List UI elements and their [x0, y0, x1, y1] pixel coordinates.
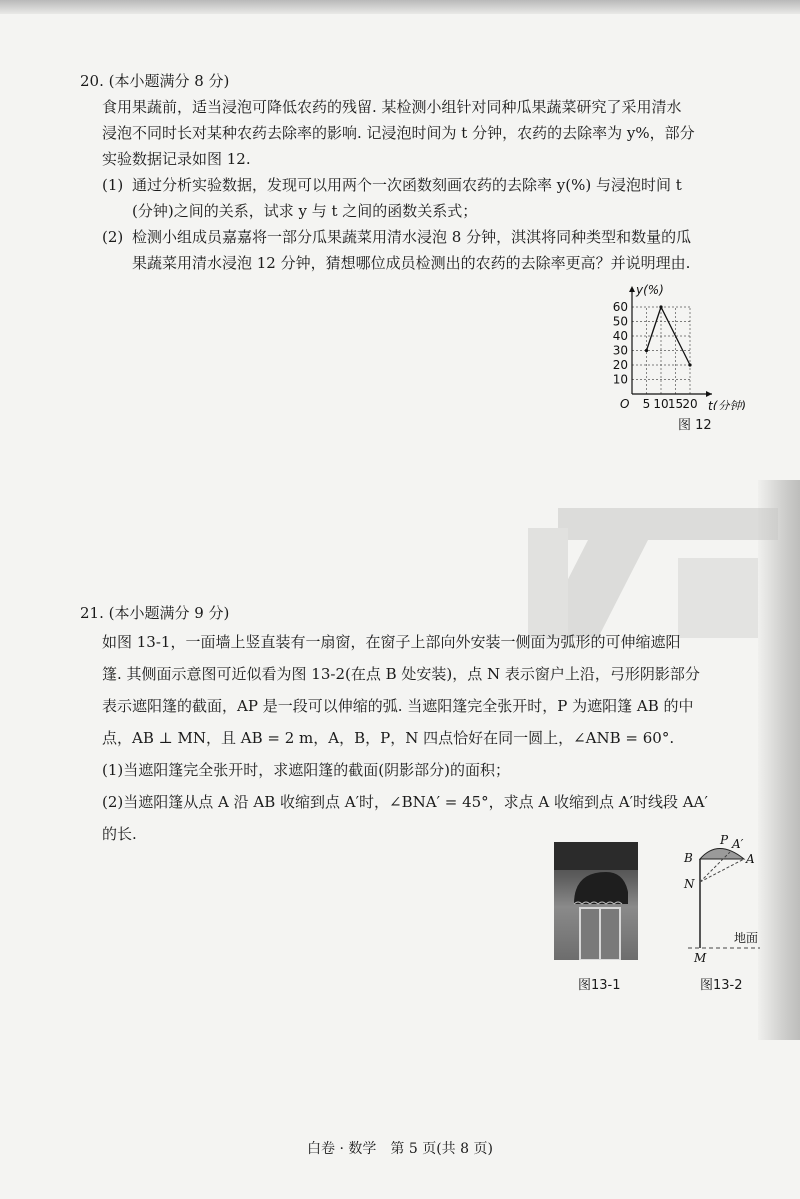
- x-tick-label: 5: [642, 397, 651, 410]
- label-M: M: [694, 951, 707, 965]
- question-21-text-line: 如图 13-1，一面墙上竖直装有一扇窗，在窗子上部向外安装一侧面为弧形的可伸缩遮阳: [102, 633, 681, 651]
- question-20-text-line: 浸泡不同时长对某种农药去除率的影响. 记浸泡时间为 t 分钟，农药的去除率为 y%，部分: [102, 124, 695, 142]
- x-tick-label: 15: [667, 397, 684, 410]
- y-tick-label: 50: [612, 314, 628, 329]
- label-ground: 地面: [734, 931, 759, 945]
- label-A-prime: A′: [732, 837, 744, 851]
- x-tick-label: 20: [682, 397, 698, 410]
- figure-12-chart: [598, 282, 778, 410]
- x-axis-label: t(分钟): [708, 399, 747, 410]
- label-P: P: [720, 833, 729, 847]
- question-21-part-1: (1)当遮阳篷完全张开时，求遮阳篷的截面(阴影部分)的面积；: [102, 761, 510, 779]
- label-A: A: [746, 852, 755, 866]
- part-number: (1): [102, 176, 124, 194]
- data-point: [645, 349, 648, 352]
- figure-13-2-caption: 图13-2: [700, 978, 743, 993]
- question-20-part-2: [102, 224, 770, 250]
- question-21: [80, 600, 770, 850]
- y-axis-arrow: [629, 286, 635, 292]
- question-20-text-line: 食用果蔬前，适当浸泡可降低农药的残留. 某检测小组针对同种瓜果蔬菜研究了采用清水: [102, 98, 682, 116]
- line-NA: [700, 859, 744, 882]
- y-tick-label: 10: [612, 372, 628, 387]
- question-20: [80, 68, 770, 276]
- question-20-heading: 20. (本小题满分 8 分): [80, 72, 230, 90]
- page-footer: 白卷 · 数学 第 5 页(共 8 页): [307, 1141, 493, 1157]
- data-point: [688, 363, 691, 366]
- scan-top-edge: [0, 0, 800, 14]
- y-axis-label: y(%): [636, 283, 664, 297]
- data-point: [659, 305, 662, 308]
- part-text-line: 通过分析实验数据，发现可以用两个一次函数刻画农药的去除率 y(%) 与浸泡时间 t: [132, 176, 682, 194]
- question-20-text-line: 实验数据记录如图 12.: [102, 150, 251, 168]
- figure-13-1-caption: 图13-1: [578, 978, 621, 993]
- part-text-line: 果蔬菜用清水浸泡 12 分钟，猜想哪位成员检测出的农药的去除率更高？并说明理由.: [132, 254, 691, 272]
- question-21-text-line: 点，AB ⊥ MN，且 AB = 2 m，A，B，P，N 四点恰好在同一圆上，∠ANB = 60°.: [102, 729, 675, 747]
- y-tick-label: 30: [612, 343, 628, 358]
- y-tick-label: 60: [612, 300, 628, 314]
- figure-13-1-photo: [554, 842, 638, 960]
- x-tick-label: 10: [653, 397, 669, 410]
- y-tick-label: 40: [612, 329, 628, 343]
- question-21-part-2-cont: 的长.: [102, 825, 137, 843]
- question-20-part-1: [102, 172, 770, 198]
- part-text-line: (分钟)之间的关系，试求 y 与 t 之间的函数关系式；: [132, 202, 478, 220]
- figure-12-caption: 图 12: [678, 418, 712, 433]
- part-number: (2): [102, 228, 124, 246]
- y-tick-label: 20: [612, 358, 628, 372]
- figure-13-2-diagram: [670, 830, 780, 970]
- question-21-part-2: (2)当遮阳篷从点 A 沿 AB 收缩到点 A′时，∠BNA′ = 45°，求点 A 收缩到点 A′时线段 AA′: [102, 793, 708, 811]
- label-B: B: [684, 851, 693, 865]
- origin-label: O: [620, 397, 630, 410]
- x-axis-arrow: [706, 391, 712, 397]
- question-21-text-line: 表示遮阳篷的截面，AP 是一段可以伸缩的弧. 当遮阳篷完全张开时，P 为遮阳篷 AB 的中: [102, 697, 694, 715]
- part-text-line: 检测小组成员嘉嘉将一部分瓜果蔬菜用清水浸泡 8 分钟，淇淇将同种类型和数量的瓜: [132, 228, 692, 246]
- question-21-text-line: 篷. 其侧面示意图可近似看为图 13-2(在点 B 处安装)，点 N 表示窗户上沿，弓形阴影部分: [102, 665, 700, 683]
- label-N: N: [684, 877, 695, 891]
- question-21-heading: 21. (本小题满分 9 分): [80, 604, 230, 622]
